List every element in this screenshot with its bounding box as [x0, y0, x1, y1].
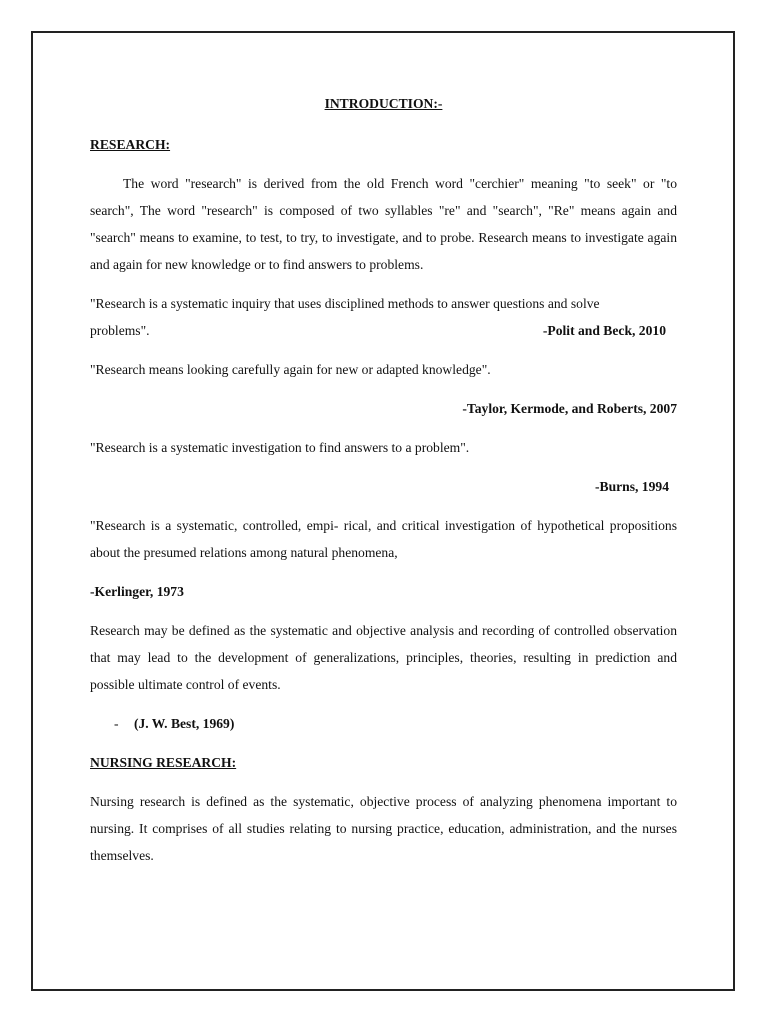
quote-text: "Research is a systematic inquiry that uses disciplined methods to answer questions and solve [90, 296, 600, 311]
citation-dash: - [114, 716, 119, 731]
citation-best-text: (J. W. Best, 1969) [133, 716, 235, 731]
citation-taylor: -Taylor, Kermode, and Roberts, 2007 [462, 401, 677, 416]
research-heading: RESEARCH: [90, 137, 171, 152]
page-title: INTRODUCTION:- [324, 96, 443, 111]
quote-polit-beck [90, 290, 677, 344]
document-body [90, 90, 677, 881]
quote-taylor: "Research means looking carefully again for new or adapted knowledge". [90, 362, 491, 377]
quote-last-line [90, 317, 677, 344]
quote-best: Research may be defined as the systematic and objective analysis and recording of controlled observation that may lead to the development of generalizations, principles, theories, resulting in prediction and possible ultimate control of events. [90, 623, 677, 692]
citation-burns: -Burns, 1994 [594, 479, 669, 494]
quote-burns: "Research is a systematic investigation to find answers to a problem". [90, 440, 470, 455]
nursing-paragraph: Nursing research is defined as the systematic, objective process of analyzing phenomena important to nursing. It comprises of all studies relating to nursing practice, education, administration, and the nurses themselves. [90, 794, 677, 863]
quote-text-end: problems". [90, 323, 150, 338]
intro-paragraph: The word "research" is derived from the old French word "cerchier" meaning "to seek" or "to search", The word "research" is composed of two syllables "re" and "search", "Re" means again and "search" means to examine, to test, to try, to investigate, and to probe. Research means to investigate again and again for new knowledge or to find answers to problems. [90, 176, 677, 272]
nursing-research-heading: NURSING RESEARCH: [90, 755, 237, 770]
quote-kerlinger: "Research is a systematic, controlled, empi- rical, and critical investigation of hypothetical propositions about the presumed relations among natural phenomena, [90, 518, 677, 560]
citation-best [90, 710, 677, 737]
citation-kerlinger: -Kerlinger, 1973 [90, 584, 184, 599]
citation-polit-beck: -Polit and Beck, 2010 [542, 323, 666, 338]
